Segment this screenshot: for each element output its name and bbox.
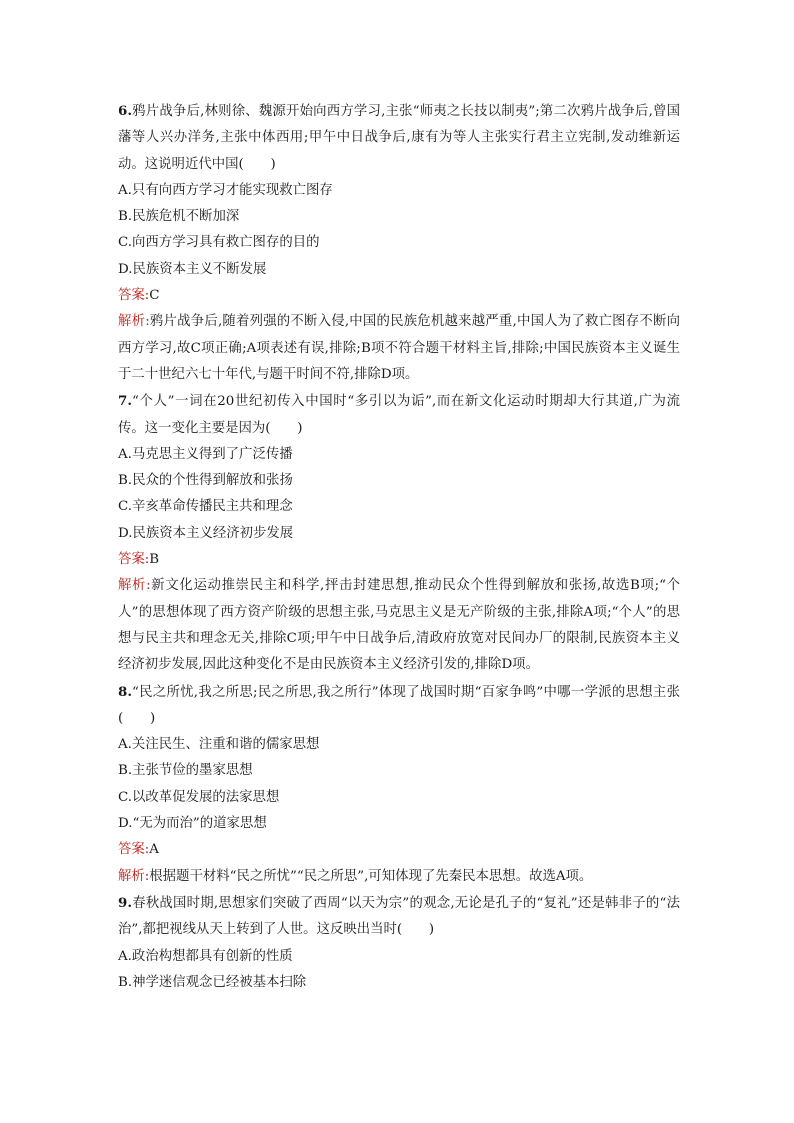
option-a: A.马克思主义得到了广泛传播 [118,446,293,462]
question-9 [118,890,680,996]
answer-label: 答案: [118,552,150,568]
option-d: D.民族资本主义经济初步发展 [118,525,294,541]
explanation [118,309,680,388]
option-a: A.政治构想都具有创新的性质 [118,948,293,964]
option-b: B.民族危机不断加深 [118,209,240,225]
document-page [118,98,680,996]
question-number: 6. [118,103,132,119]
option-d: D.民族资本主义不断发展 [118,261,267,277]
question-text: 鸦片战争后,林则徐、魏源开始向西方学习,主张“师夷之长技以制夷”;第二次鸦片战争后,曾国藩等人兴办洋务,主张中体西用;甲午中日战争后,康有为等人主张实行君主立宪制,发动维新运动。这说明近代中国( ) [118,104,680,172]
answer-line [118,283,680,309]
option-b: B.神学迷信观念已经被基本扫除 [118,974,307,990]
question-8 [118,679,680,890]
answer-line [118,547,680,573]
question-stem [118,388,680,442]
question-6 [118,98,680,388]
explanation-text: 根据题干材料“民之所忧”“民之所思”,可知体现了先秦民本思想。故选A项。 [149,868,593,884]
option-c: C.辛亥革命传播民主共和理念 [118,499,293,515]
option-d: D.“无为而治”的道家思想 [118,816,267,832]
option-b: B.主张节俭的墨家思想 [118,763,253,779]
question-text: “个人”一词在20世纪初传入中国时“多引以为诟”,而在新文化运动时期却大行其道,广为流传。这一变化主要是因为( ) [118,394,680,436]
question-7 [118,388,680,678]
option-c: C.向西方学习具有救亡图存的目的 [118,235,320,251]
question-number: 7. [118,393,132,410]
question-stem [118,679,680,733]
explanation-label: 解析: [118,578,151,594]
answer-line [118,837,680,863]
answer-value: B [149,552,160,568]
question-number: 8. [118,683,132,700]
question-text: “民之所忧,我之所思;民之所思,我之所行”体现了战国时期“百家争鸣”中哪一学派的思想主张( ) [118,684,680,726]
question-stem [118,890,680,944]
question-stem [118,98,680,178]
answer-value: C [149,288,160,304]
explanation-text: 新文化运动推崇民主和科学,抨击封建思想,推动民众个性得到解放和张扬,故选B项;“个人”的思想体现了西方资产阶级的思想主张,马克思主义是无产阶级的主张,排除A项;“个人”的思想与民主共和理念无关,排除C项;甲午中日战争后,清政府放宽对民间办厂的限制,民族资本主义经济初步发展,因此这种变化不是由民族资本主义经济引发的,排除D项。 [118,578,681,673]
question-number: 9. [118,894,132,911]
option-a: A.只有向西方学习才能实现救亡图存 [118,182,333,198]
answer-label: 答案: [118,288,150,304]
option-b: B.民众的个性得到解放和张扬 [118,473,293,489]
answer-value: A [149,842,159,858]
question-text: 春秋战国时期,思想家们突破了西周“以天为宗”的观念,无论是孔子的“复礼”还是韩非子的“法治”,都把视线从天上转到了人世。这反映出当时( ) [118,895,680,938]
explanation-text: 鸦片战争后,随着列强的不断入侵,中国的民族危机越来越严重,中国人为了救亡图存不断向西方学习,故C项正确;A项表述有误,排除;B项不符合题干材料主旨,排除;中国民族资本主义诞生于二十世纪六七十年代,与题干时间不符,排除D项。 [118,314,680,382]
explanation-label: 解析: [118,314,150,330]
explanation [118,573,680,678]
explanation [118,864,680,890]
option-c: C.以改革促发展的法家思想 [118,789,280,805]
explanation-label: 解析: [118,868,150,884]
option-a: A.关注民生、注重和谐的儒家思想 [118,737,320,753]
answer-label: 答案: [118,842,150,858]
